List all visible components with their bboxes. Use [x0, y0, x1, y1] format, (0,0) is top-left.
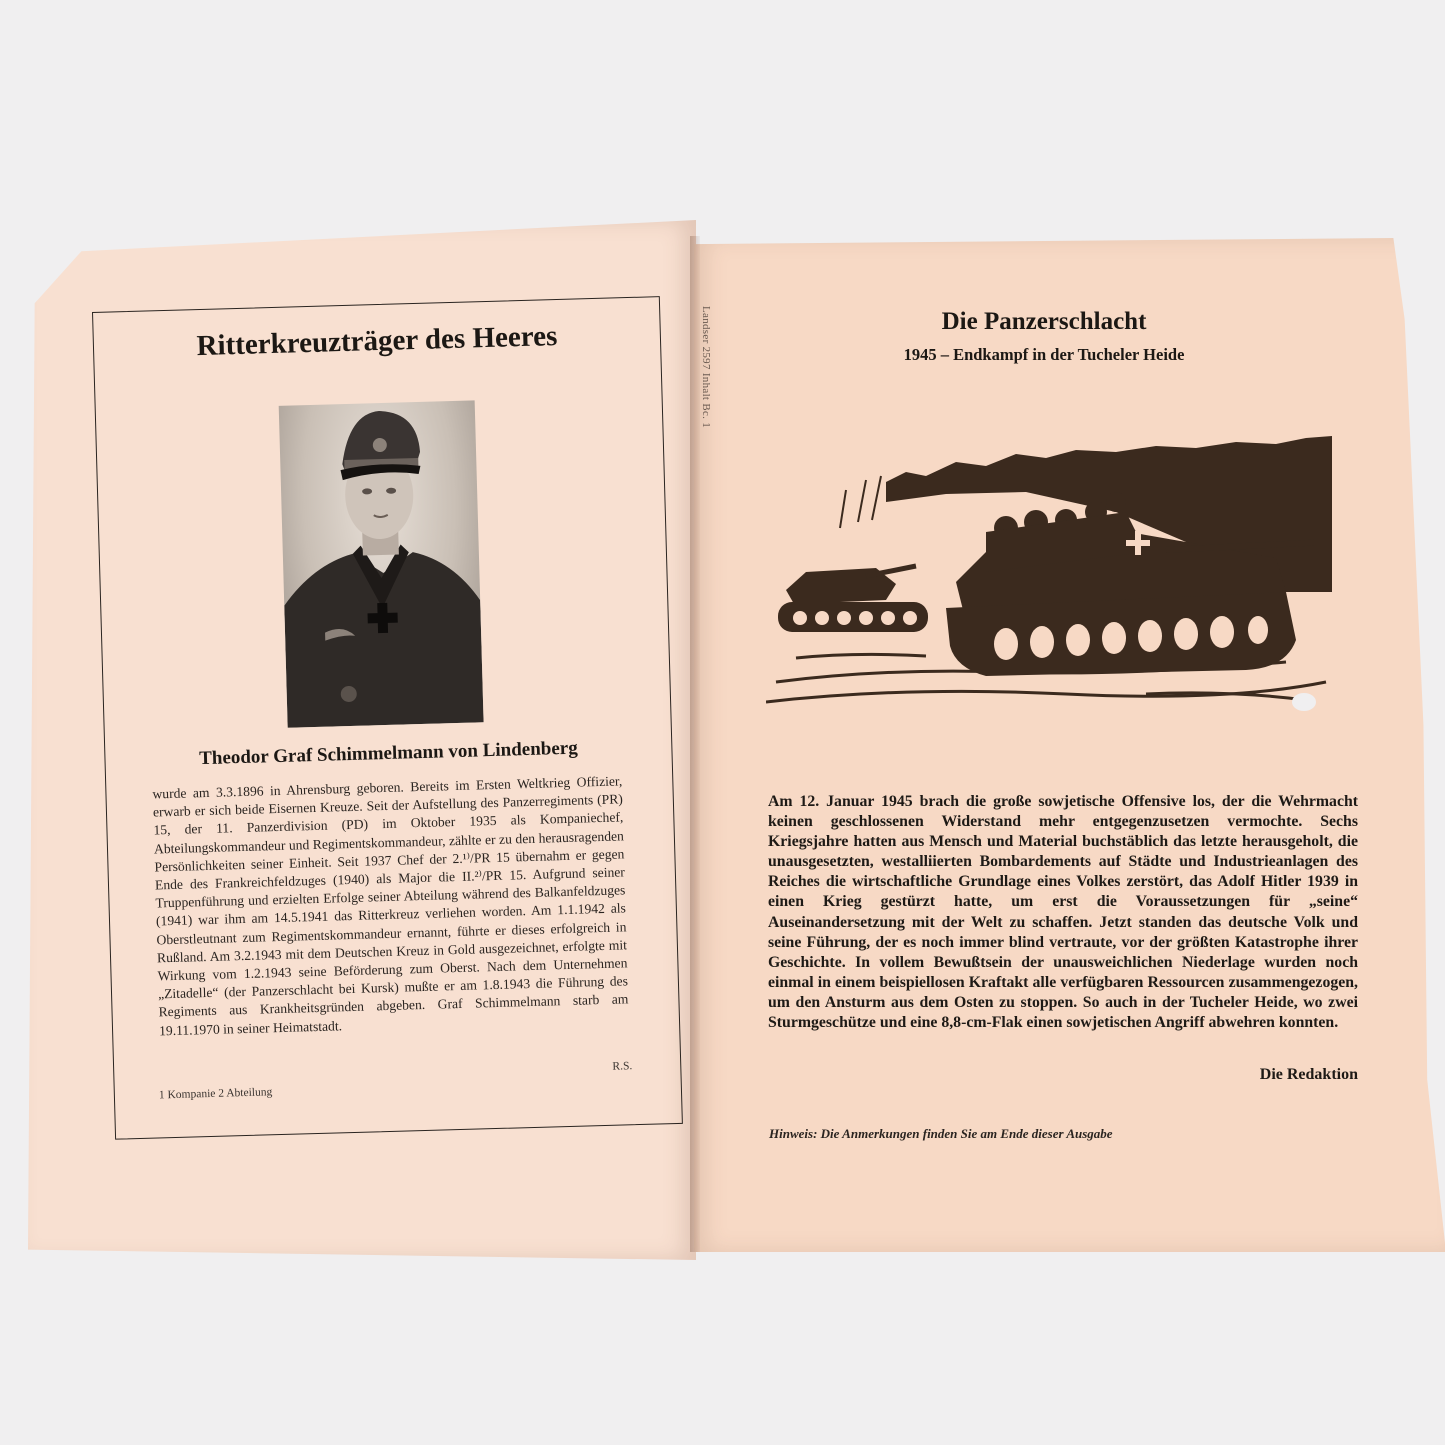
spine-label: Landser 2597 Inhalt Bc. 1 [700, 306, 712, 429]
right-page-title: Die Panzerschlacht [941, 308, 1147, 335]
right-page [694, 238, 1445, 1252]
editorial-signature: Die Redaktion [1259, 1066, 1358, 1083]
portrait-photo-icon [279, 400, 484, 727]
right-page-subtitle: 1945 – Endkampf in der Tucheler Heide [903, 345, 1185, 364]
page-gutter [690, 236, 700, 1252]
left-page-title: Ritterkreuzträger des Heeres [196, 320, 558, 363]
biography-text: wurde am 3.3.1896 in Ahrensburg geboren. Bereits im Ersten Weltkrieg Offizier, erwarb er sich beide Eisernen Kreuze. Seit der Aufstellung des Panzerregiments (PR) 15, der 11. Panzerdivision (PD) im Oktober 1935 als Kompaniechef, Abteilungskommandeur und Regimentskommandeur, zählte er zu den herausragenden Persönlichkeiten seiner Einheit. Seit 1937 Chef der 2.¹⁾/PR 15 übernahm er gegen Ende des Frankreichfeldzuges (1940) als Major die II.²⁾/PR 15. Aufgrund seiner Truppenführung und erzielten Erfolge seiner Abteilung während des Balkanfeldzuges (1941) war ihm am 14.5.1941 das Ritterkreuz verliehen worden. Am 1.1.1942 als Oberstleutnant zum Regimentskommandeur ernannt, führte er dieses erfolgreich in Rußland. Am 3.2.1943 mit dem Deutschen Kreuz in Gold ausgezeichnet, erfolgte mit Wirkung vom 1.2.1943 seine Beförderung zum Oberst. Nach dem Unternehmen „Zitadelle“ (der Panzerschlacht bei Kursk) mußte er am 1.8.1943 die Führung des Regiments aus Krankheitsgründen abgeben. Graf Schimmelmann starb am 19.11.1970 in seiner Heimatstadt. [152, 773, 629, 1039]
left-page-frame [92, 296, 683, 1140]
person-name: Theodor Graf Schimmelmann von Lindenberg [198, 737, 578, 770]
tank-battle-sketch-icon [766, 432, 1342, 720]
author-initials: R.S. [612, 1060, 633, 1073]
footnote: 1 Kompanie 2 Abteilung [158, 1086, 273, 1102]
article-text: Am 12. Januar 1945 brach die große sowjetische Offensive los, der die Wehrmacht keinen geschlossenen Widerstand mehr entgegenzusetzen vermochte. Sechs Kriegsjahre hatten aus Mensch und Material buchstäblich das letzte herausgeholt, die unausgesetzten, westalliierten Bombardements auf Städte und Industrieanlagen des Reiches die wirtschaftliche Grundlage eines Volkes zerstört, das Adolf Hitler 1939 in einen Krieg gestürzt hatte, um erst die Voraussetzungen für „seine“ Auseinandersetzung mit der Welt zu schaffen. Jetzt standen das deutsche Volk und seine Führung, der es noch immer blind vertraute, vor der größten Katastrophe ihrer Geschichte. In vollem Bewußtsein der unausweichlichen Niederlage wurden noch einmal in einem beispiellosen Kraftakt alle verfügbaren Ressourcen zusammengezogen, um den Ansturm aus dem Osten zu stoppen. So auch in der Tucheler Heide, wo zwei Sturmgeschütze und eine 8,8-cm-Flak einen sowjetischen Angriff abwehren konnten. [768, 793, 1358, 1032]
editorial-note: Hinweis: Die Anmerkungen finden Sie am Ende dieser Ausgabe [769, 1126, 1113, 1141]
